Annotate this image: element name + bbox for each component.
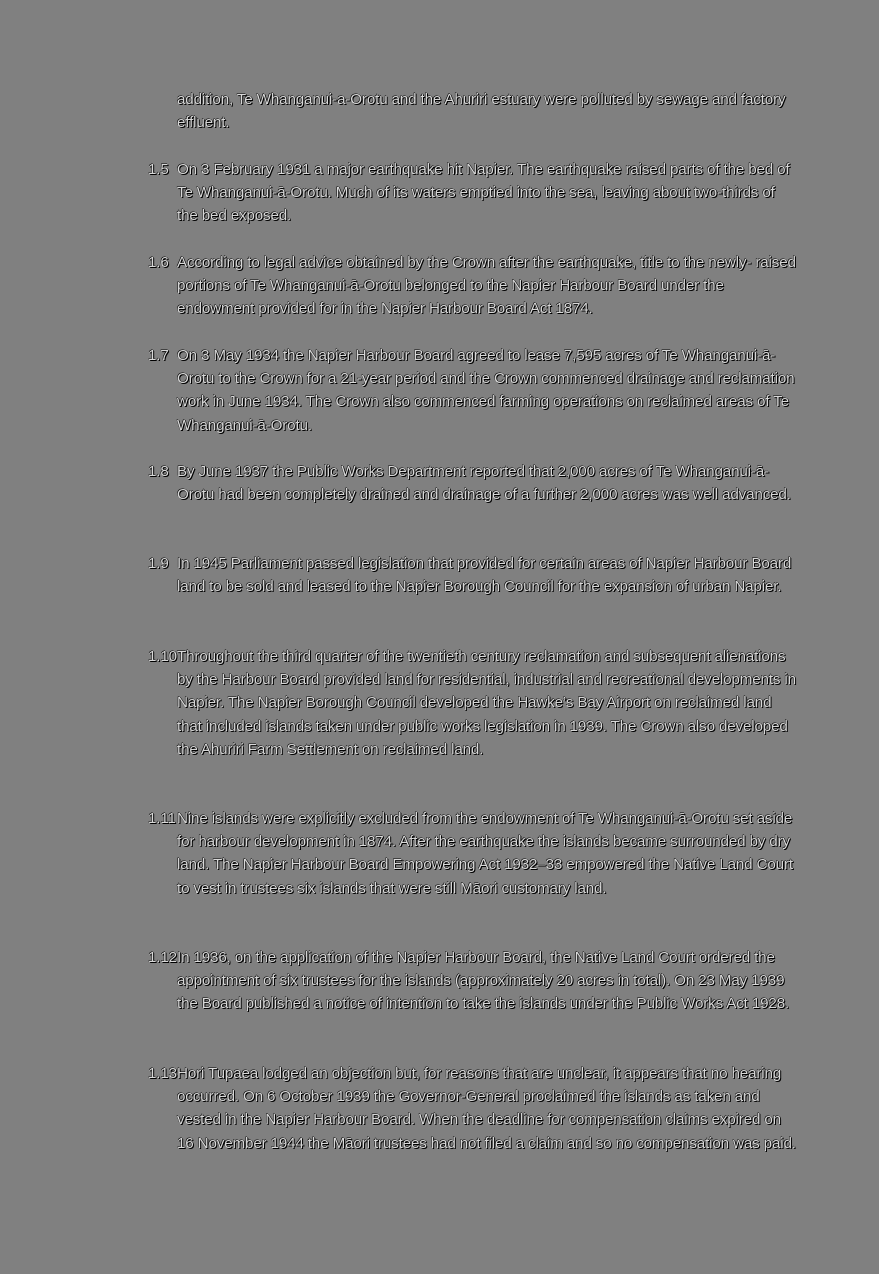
paragraph-number: 1.7 xyxy=(148,347,169,364)
paragraph-number: 1.8 xyxy=(148,463,169,480)
paragraph-text: On 3 May 1934 the Napier Harbour Board agreed to lease 7,595 acres of Te Whanganui-ā-Orotu to the Crown for a 21-year period and the Crown commenced drainage and reclamation work in June 1934. The Crown also commenced farming operations on reclaimed areas of Te Whanganui-ā-Orotu. xyxy=(177,347,795,434)
paragraph-1-9 xyxy=(148,552,798,598)
paragraph-number: 1.10 xyxy=(148,648,177,665)
paragraph-1-10 xyxy=(148,645,798,761)
paragraph-1-13 xyxy=(148,1062,798,1155)
paragraph-1-8 xyxy=(148,460,798,506)
paragraph-text: Hori Tupaea lodged an objection but, for reasons that are unclear, it appears that no hearing occurred. On 6 October 1939 the Governor-General proclaimed the islands as taken and vested in the Napier Harbour Board. When the deadline for compensation claims expired on 16 November 1944 the Māori trustees had not filed a claim and so no compensation was paid. xyxy=(177,1065,796,1152)
paragraph-text: Throughout the third quarter of the twentieth century reclamation and subsequent alienations by the Harbour Board provided land for residential, industrial and recreational developments in Napier. The Napier Borough Council developed the Hawke’s Bay Airport on reclaimed land that included islands taken under public works legislation in 1939. The Crown also developed the Ahuriri Farm Settlement on reclaimed land. xyxy=(177,648,796,758)
paragraph-number: 1.9 xyxy=(148,555,169,572)
paragraph-number: 1.6 xyxy=(148,254,169,271)
paragraph-text: addition, Te Whanganui-a-Orotu and the Ahuriri estuary were polluted by sewage and factory effluent. xyxy=(177,91,786,132)
paragraph-text: In 1936, on the application of the Napier Harbour Board, the Native Land Court ordered the appointment of six trustees for the islands (approximately 20 acres in total). On 23 May 1939 the Board published a notice of intention to take the islands under the Public Works Act 1928. xyxy=(177,949,790,1013)
paragraph-1-5 xyxy=(148,158,798,228)
paragraph-text: Nine islands were explicitly excluded from the endowment of Te Whanganui-ā-Orotu set aside for harbour development in 1874. After the earthquake the islands became surrounded by dry land. The Napier Harbour Board Empowering Act 1932–33 empowered the Native Land Court to vest in trustees six islands that were still Māori customary land. xyxy=(177,810,793,897)
paragraph-1-7 xyxy=(148,344,798,437)
paragraph-number: 1.11 xyxy=(148,810,176,827)
paragraph-1-4-continued xyxy=(148,88,798,134)
paragraph-number: 1.12 xyxy=(148,949,177,966)
paragraph-text: According to legal advice obtained by the Crown after the earthquake, title to the newly- raised portions of Te Whanganui-ā-Orotu belonged to the Napier Harbour Board under the endowment provided for in the Napier Harbour Board Act 1874. xyxy=(177,254,796,318)
paragraph-number: 1.5 xyxy=(148,161,169,178)
paragraph-1-6 xyxy=(148,251,798,321)
paragraph-number: 1.13 xyxy=(148,1065,177,1082)
paragraph-text: In 1945 Parliament passed legislation that provided for certain areas of Napier Harbour Board land to be sold and leased to the Napier Borough Council for the expansion of urban Napier. xyxy=(177,555,792,596)
paragraph-text: On 3 February 1931 a major earthquake hit Napier. The earthquake raised parts of the bed of Te Whanganui-ā-Orotu. Much of its waters emptied into the sea, leaving about two-thirds of the bed exposed. xyxy=(177,161,790,225)
paragraph-1-12 xyxy=(148,946,798,1016)
paragraph-1-11 xyxy=(148,807,798,900)
paragraph-text: By June 1937 the Public Works Department reported that 2,000 acres of Te Whanganui-ā-Orotu had been completely drained and drainage of a further 2,000 acres was well advanced. xyxy=(177,463,791,504)
